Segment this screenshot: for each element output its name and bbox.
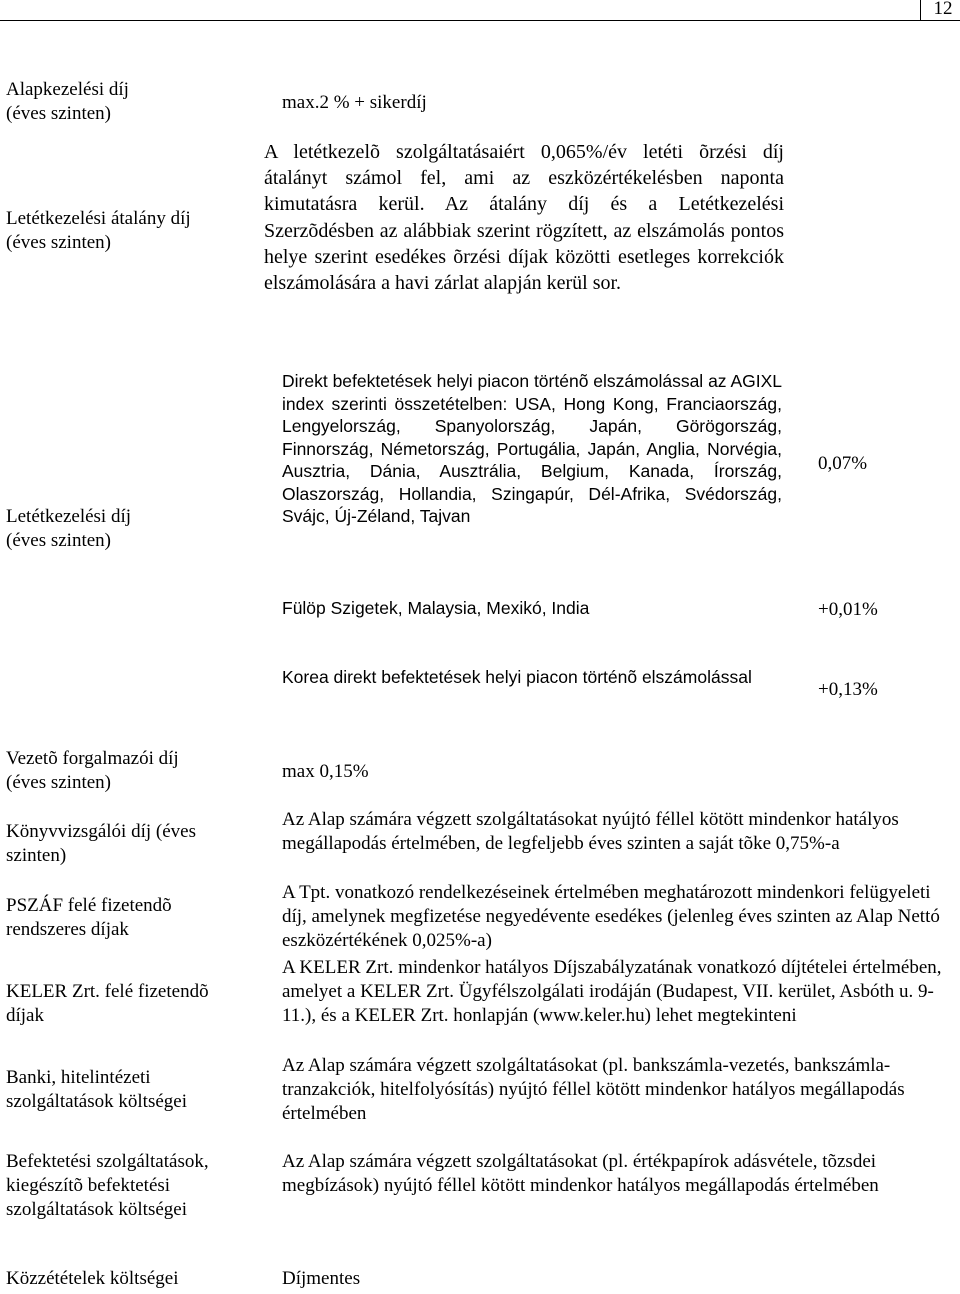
label-line: (éves szinten) (6, 772, 111, 793)
label-vezeto (6, 747, 266, 795)
label-keler (6, 980, 266, 1028)
value-keler: A KELER Zrt. mindenkor hatályos Díjszabályzatának vonatkozó díjtételei értelmében, amelyet a KELER Zrt. Ügyfélszolgálati irodáján (Budapest, VII. kerület, Asbóth u. 9-11.), és a KELER Zrt. honlapján (www.keler.hu) lehet megtekinteni (282, 957, 942, 1026)
letetkezelesi-item-rate: +0,13% (818, 679, 878, 700)
label-alapkezelesi (6, 78, 266, 126)
label-line: szinten) (6, 845, 67, 866)
text-letetkezelesi-atalany: A letétkezelõ szolgáltatásaiért 0,065%/év letéti õrzési díj átalányt számol fel, ami az eszközértékelésben naponta kimutatásra kerül. Az átalány díj és a Letétkezelési Szerzõdésben az alábbiak szerint rögzített, az elszámolás pontos helye szerint esedékes õrzési díjak közötti esetleges korrekciók elszámolására a havi zárlat alapján kerül sor. (264, 141, 784, 295)
label-line: Letétkezelési díj (6, 506, 132, 527)
letetkezelesi-item-text: Direkt befektetések helyi piacon történõ elszámolással az AGIXL index szerinti összetételben: USA, Hong Kong, Franciaország, Lengyelország, Spanyolország, Japán, Görögország, Finnország, Németország, Portugália, Japán, Anglia, Norvégia, Ausztria, Dánia, Ausztrália, Belgium, Kanada, Írország, Olaszország, Hollandia, Szingapúr, Dél-Afrika, Svédország, Svájc, Új-Zéland, Tajvan (282, 371, 782, 526)
value-pszaf: A Tpt. vonatkozó rendelkezéseinek értelmében meghatározott mindenkori felügyeleti díj, amelynek megfizetése negyedévente esedékes (jelenleg éves szinten az Alap Nettó eszközértékének 0,025%-a) (282, 882, 940, 951)
value-kozzetetelek: Díjmentes (282, 1268, 361, 1289)
label-pszaf (6, 894, 266, 942)
label-line: szolgáltatások költségei (6, 1091, 187, 1112)
label-kozzetetelek: Közzétételek költségei (6, 1268, 179, 1289)
label-letetkezelesi-atalany (6, 207, 266, 255)
header-divider (920, 0, 921, 20)
label-line: (éves szinten) (6, 232, 111, 253)
label-line: Alapkezelési díj (6, 79, 129, 100)
label-line: (éves szinten) (6, 103, 111, 124)
letetkezelesi-item-rate: +0,01% (818, 599, 878, 620)
header-rule (0, 20, 960, 21)
label-line: Befektetési szolgáltatások, (6, 1151, 209, 1172)
label-konyvvizsgaloi (6, 820, 266, 868)
letetkezelesi-item-text: Fülöp Szigetek, Malaysia, Mexikó, India (282, 598, 590, 618)
label-line: PSZÁF felé fizetendõ (6, 895, 172, 916)
label-line: Banki, hitelintézeti (6, 1067, 151, 1088)
label-line: rendszeres díjak (6, 919, 129, 940)
label-line: kiegészítõ befektetési (6, 1175, 171, 1196)
value-befektetesi: Az Alap számára végzett szolgáltatásokat (pl. értékpapírok adásvétele, tõzsdei megbízások) nyújtó féllel kötött mindenkor hatályos megállapodás értelmében (282, 1151, 879, 1196)
value-konyvvizsgaloi: Az Alap számára végzett szolgáltatásokat nyújtó féllel kötött mindenkor hatályos megállapodás értelmében, de legfeljebb éves szinten a saját tõke 0,75%-a (282, 809, 899, 854)
label-line: KELER Zrt. felé fizetendõ (6, 981, 209, 1002)
label-line: díjak (6, 1005, 44, 1026)
label-banki (6, 1066, 266, 1114)
letetkezelesi-item-rate: 0,07% (818, 453, 868, 474)
value-banki: Az Alap számára végzett szolgáltatásokat (pl. bankszámla-vezetés, bankszámla-tranzakciók, hitelfolyósítás) nyújtó féllel kötött mindenkor hatályos megállapodás értelmében (282, 1055, 905, 1124)
value-vezeto: max 0,15% (282, 761, 369, 782)
label-line: (éves szinten) (6, 530, 111, 551)
label-line: szolgáltatások költségei (6, 1199, 187, 1220)
label-line: Vezetõ forgalmazói díj (6, 748, 179, 769)
label-line: Letétkezelési átalány díj (6, 208, 191, 229)
label-befektetesi (6, 1150, 266, 1222)
value-alapkezelesi: max.2 % + sikerdíj (282, 92, 427, 113)
label-line: Könyvvizsgálói díj (éves (6, 821, 196, 842)
label-letetkezelesi (6, 505, 266, 553)
letetkezelesi-item-text: Korea direkt befektetések helyi piacon történõ elszámolással (282, 667, 752, 687)
page-number: 12 (933, 0, 953, 19)
